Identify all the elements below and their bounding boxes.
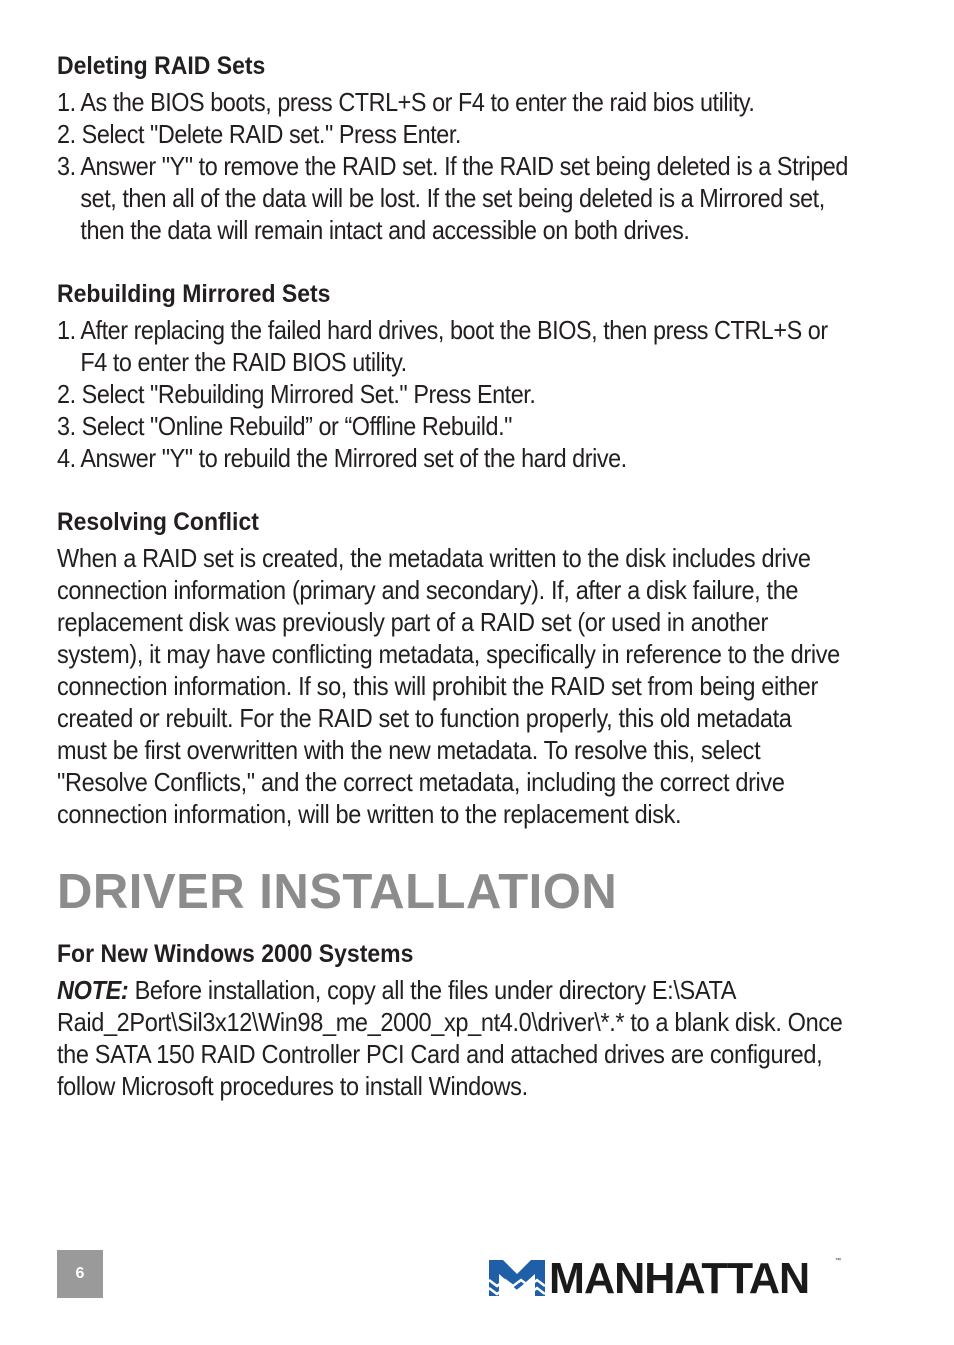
note-paragraph: [57, 974, 844, 1102]
step-list: [57, 86, 857, 246]
list-item: 3. Answer "Y" to remove the RAID set. If the RAID set being deleted is a Striped set, then all of the data will be lost. If the set being deleted is a Mirrored set, then the data will remain intact and accessible on both drives.: [57, 151, 848, 245]
manhattan-logo-icon: [489, 1256, 545, 1302]
trademark-symbol: ™: [835, 1258, 841, 1264]
list-item: 2. Select "Delete RAID set." Press Enter.: [57, 119, 461, 149]
brand-name: MANHATTAN: [549, 1254, 810, 1303]
list-item: 4. Answer "Y" to rebuild the Mirrored set of the hard drive.: [57, 443, 627, 473]
section-resolving-conflict: [57, 506, 857, 830]
brand-logo: [489, 1256, 845, 1302]
section-windows-2000: [57, 938, 857, 1102]
page-title: DRIVER INSTALLATION: [57, 865, 618, 919]
list-item: 1. After replacing the failed hard drives, boot the BIOS, then press CTRL+S or F4 to enter the RAID BIOS utility.: [57, 315, 828, 377]
page-number: 6: [57, 1250, 103, 1298]
section-paragraph: When a RAID set is created, the metadata written to the disk includes drive connection information (primary and secondary). If, after a disk failure, the replacement disk was previously part of a RAID set (or used in another system), it may have conflicting metadata, specifically in reference to the drive connection information. If so, this will prohibit the RAID set from being either created or rebuilt. For the RAID set to function properly, this old metadata must be first overwritten with the new metadata. To resolve this, select "Resolve Conflicts," and the correct metadata, including the correct drive connection information, will be written to the replacement disk.: [57, 543, 840, 829]
section-deleting-raid-sets: [57, 50, 857, 246]
section-heading: Rebuilding Mirrored Sets: [57, 280, 331, 308]
list-item: 3. Select "Online Rebuild” or “Offline Rebuild.": [57, 411, 513, 441]
list-item: 1. As the BIOS boots, press CTRL+S or F4 to enter the raid bios utility.: [57, 87, 755, 117]
list-item: 2. Select "Rebuilding Mirrored Set." Press Enter.: [57, 379, 536, 409]
section-heading: Resolving Conflict: [57, 508, 259, 536]
section-rebuilding-mirrored-sets: [57, 278, 857, 474]
section-heading: For New Windows 2000 Systems: [57, 940, 414, 968]
step-list: [57, 314, 857, 474]
page-content: [57, 50, 857, 1102]
note-label: NOTE:: [57, 975, 129, 1005]
note-text: Before installation, copy all the files under directory E:\SATA Raid_2Port\Sil3x12\Win98_me_2000_xp_nt4.0\driver\*.* to a blank disk. Once the SATA 150 RAID Controller PCI Card and attached drives are configured, follow Microsoft procedures to install Windows.: [57, 975, 843, 1101]
section-heading: Deleting RAID Sets: [57, 52, 266, 80]
